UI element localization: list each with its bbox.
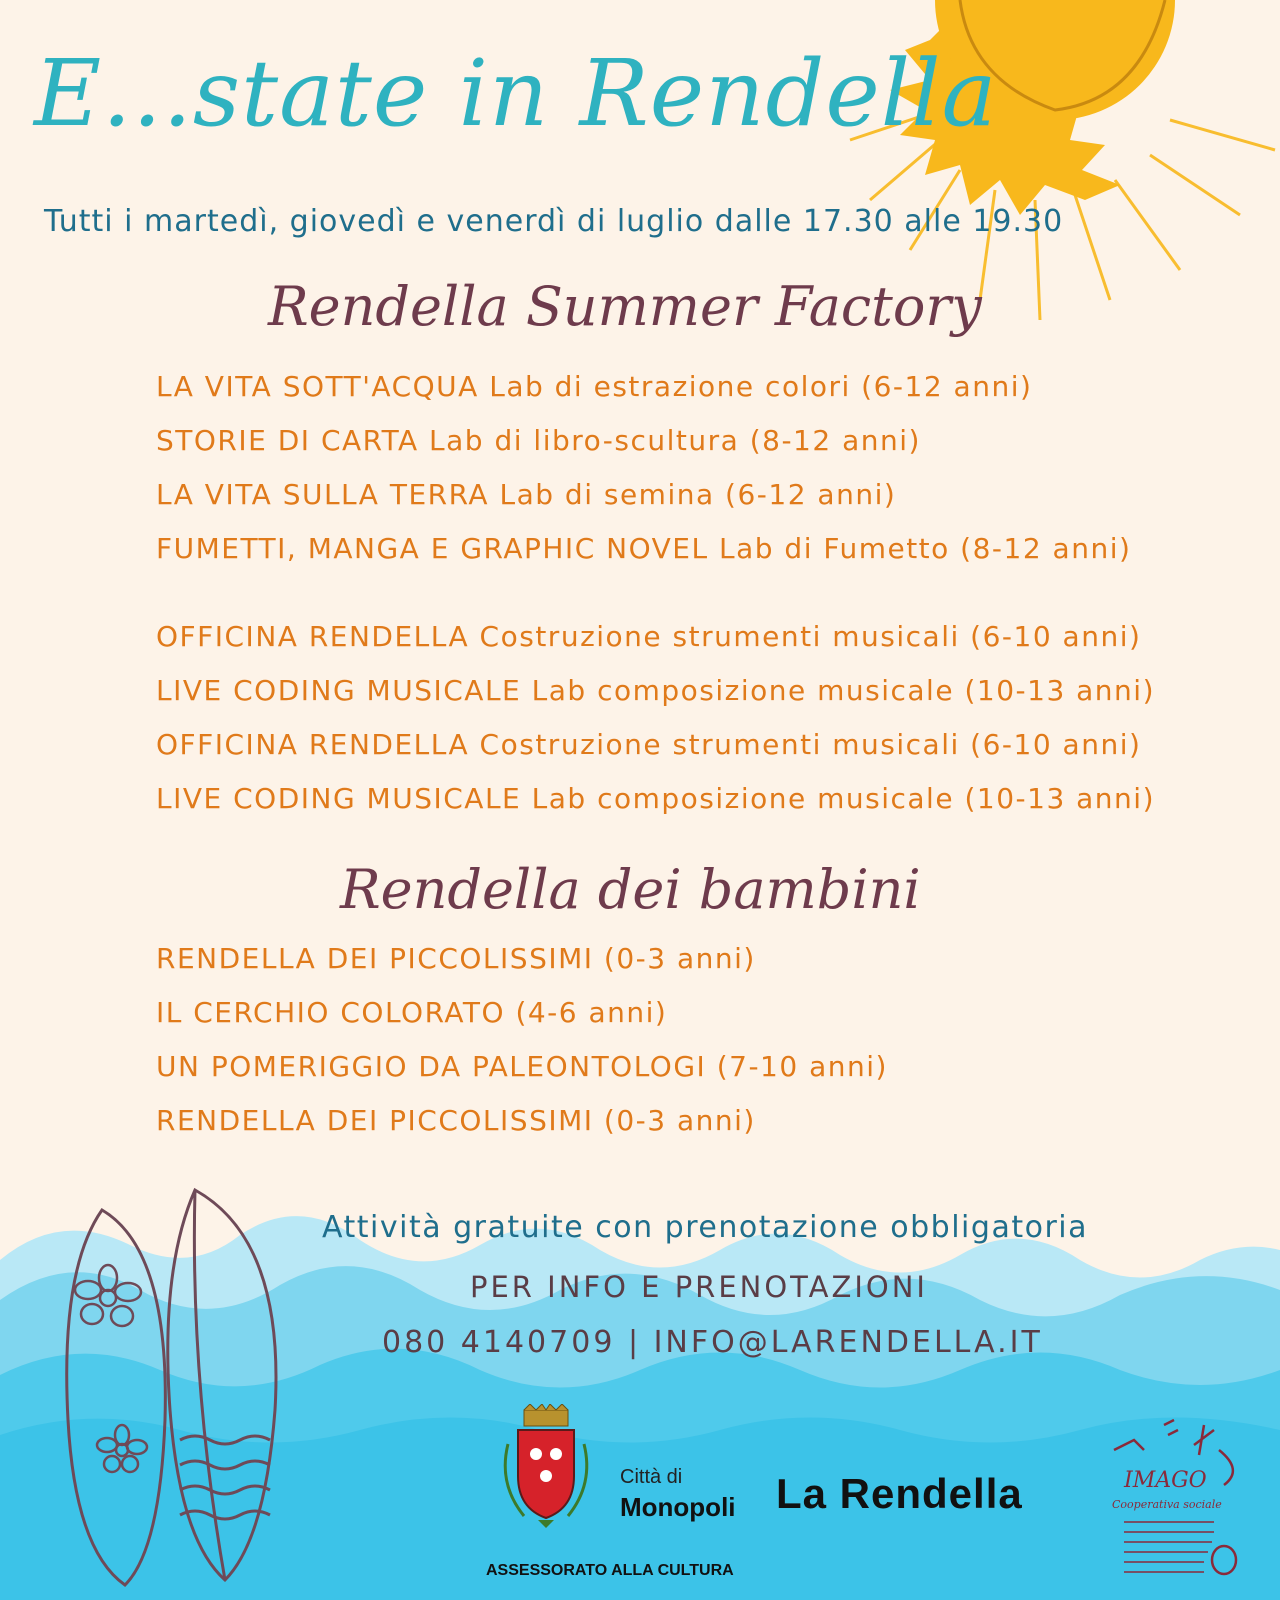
event-activity: RENDELLA DEI PICCOLISSIMI (0-3 anni): [156, 942, 756, 975]
event-activity: IL CERCHIO COLORATO (4-6 anni): [156, 996, 668, 1029]
contact-info: 080 4140709 | INFO@LARENDELLA.IT: [382, 1325, 1043, 1360]
event-activity: LA VITA SULLA TERRA Lab di semina (6-12 anni): [156, 478, 897, 511]
info-label: PER INFO E PRENOTAZIONI: [470, 1270, 928, 1304]
event-activity: LA VITA SOTT'ACQUA Lab di estrazione colori (6-12 anni): [156, 370, 1033, 403]
monopoli-name: Monopoli: [620, 1492, 736, 1522]
event-activity: OFFICINA RENDELLA Costruzione strumenti musicali (6-10 anni): [156, 620, 1142, 653]
schedule-subtitle: Tutti i martedì, giovedì e venerdì di luglio dalle 17.30 alle 19.30: [44, 204, 1064, 239]
imago-subtitle: Cooperativa sociale: [1112, 1498, 1222, 1511]
event-activity: OFFICINA RENDELLA Costruzione strumenti musicali (6-10 anni): [156, 728, 1142, 761]
event-activity: FUMETTI, MANGA E GRAPHIC NOVEL Lab di Fumetto (8-12 anni): [156, 532, 1132, 565]
event-activity: STORIE DI CARTA Lab di libro-scultura (8-12 anni): [156, 424, 921, 457]
summer-factory-heading: Rendella Summer Factory: [268, 275, 982, 338]
imago-logo-icon: [1104, 1410, 1254, 1580]
monopoli-city-label: Città di: [620, 1466, 683, 1488]
la-rendella-logo: La Rendella: [776, 1470, 1023, 1517]
free-activities-note: Attività gratuite con prenotazione obbligatoria: [322, 1210, 1088, 1245]
assessorato-label: ASSESSORATO ALLA CULTURA: [486, 1562, 734, 1579]
imago-name: IMAGO: [1124, 1468, 1207, 1493]
event-activity: LIVE CODING MUSICALE Lab composizione musicale (10-13 anni): [156, 782, 1156, 815]
event-activity: RENDELLA DEI PICCOLISSIMI (0-3 anni): [156, 1104, 756, 1137]
bambini-heading: Rendella dei bambini: [340, 858, 921, 921]
event-activity: LIVE CODING MUSICALE Lab composizione musicale (10-13 anni): [156, 674, 1156, 707]
surfboard-illustration: [30, 1180, 290, 1590]
poster-title: E...state in Rendella: [34, 40, 998, 147]
event-activity: UN POMERIGGIO DA PALEONTOLOGI (7-10 anni): [156, 1050, 888, 1083]
monopoli-crest-icon: [494, 1404, 598, 1532]
